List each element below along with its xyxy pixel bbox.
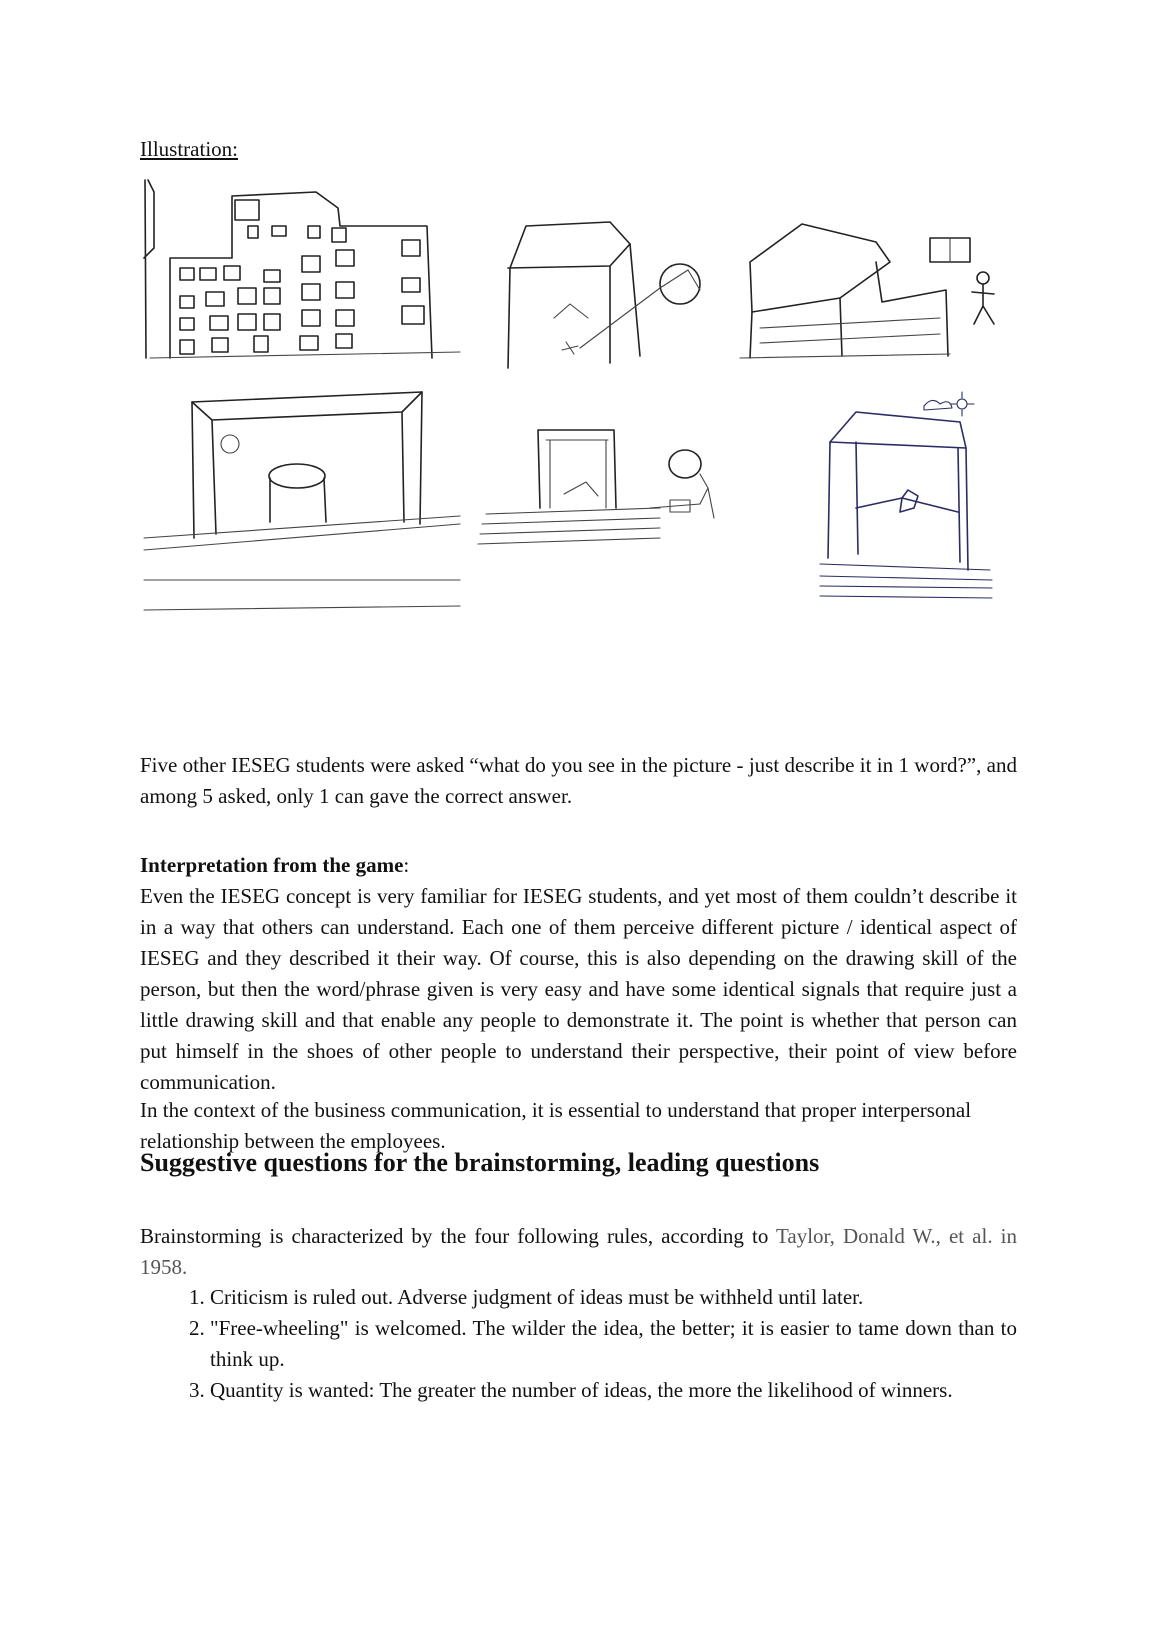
interpretation-body: Even the IESEG concept is very familiar for IESEG students, and yet most of them couldn’t describe it in a way that others can understand. Each one of them perceive different picture / identical aspect of IESEG and they described it their way. Of course, this is also depending on the drawing skill of the person, but then the word/phrase given is very easy and have some identical signals that require just a little drawing skill and that enable any people to demonstrate it. The point is whether that person can put himself in the shoes of other people to understand their perspective, their point of view before communication. — [140, 884, 1017, 1094]
rules-list — [140, 1282, 1017, 1406]
brainstorm-intro-paragraph — [140, 1221, 1017, 1283]
arch-stairs-sketch — [478, 430, 714, 544]
rule-item: 2. "Free-wheeling" is welcomed. The wilder the idea, the better; it is easier to tame down than to think up. — [210, 1313, 1017, 1375]
school-building-sketch — [144, 180, 460, 358]
interpretation-colon: : — [403, 853, 410, 877]
interpretation-paragraph — [140, 850, 1017, 1098]
illustration-label: Illustration: — [140, 137, 238, 161]
brainstorm-period: . — [182, 1255, 188, 1279]
brainstorm-citation[interactable]: Taylor, Donald W., et al. in 1958 — [140, 1224, 1017, 1279]
arch-sea-sketch — [820, 392, 992, 598]
grand-arch-sketch — [144, 392, 460, 610]
section-heading: Suggestive questions for the brainstorming, leading questions — [140, 1148, 820, 1177]
context-paragraph: In the context of the business communication, it is essential to understand that proper interpersonal relationship between the employees. — [140, 1098, 972, 1153]
interpretation-heading: Interpretation from the game — [140, 853, 404, 877]
rule-item: 3. Quantity is wanted: The greater the number of ideas, the more the likelihood of winners. — [210, 1375, 1017, 1406]
sketches-svg — [140, 178, 1060, 658]
doorway-globe-sketch — [508, 222, 700, 368]
illustration-sketches — [140, 178, 1060, 658]
brainstorm-intro: Brainstorming is characterized by the four following rules, according to — [140, 1224, 769, 1248]
rule-item: 1. Criticism is ruled out. Adverse judgment of ideas must be withheld until later. — [210, 1282, 1017, 1313]
survey-paragraph: Five other IESEG students were asked “what do you see in the picture - just describe it in 1 word?”, and among 5 asked, only 1 can gave the correct answer. — [140, 753, 1017, 808]
tent-roof-book-sketch — [740, 224, 994, 358]
